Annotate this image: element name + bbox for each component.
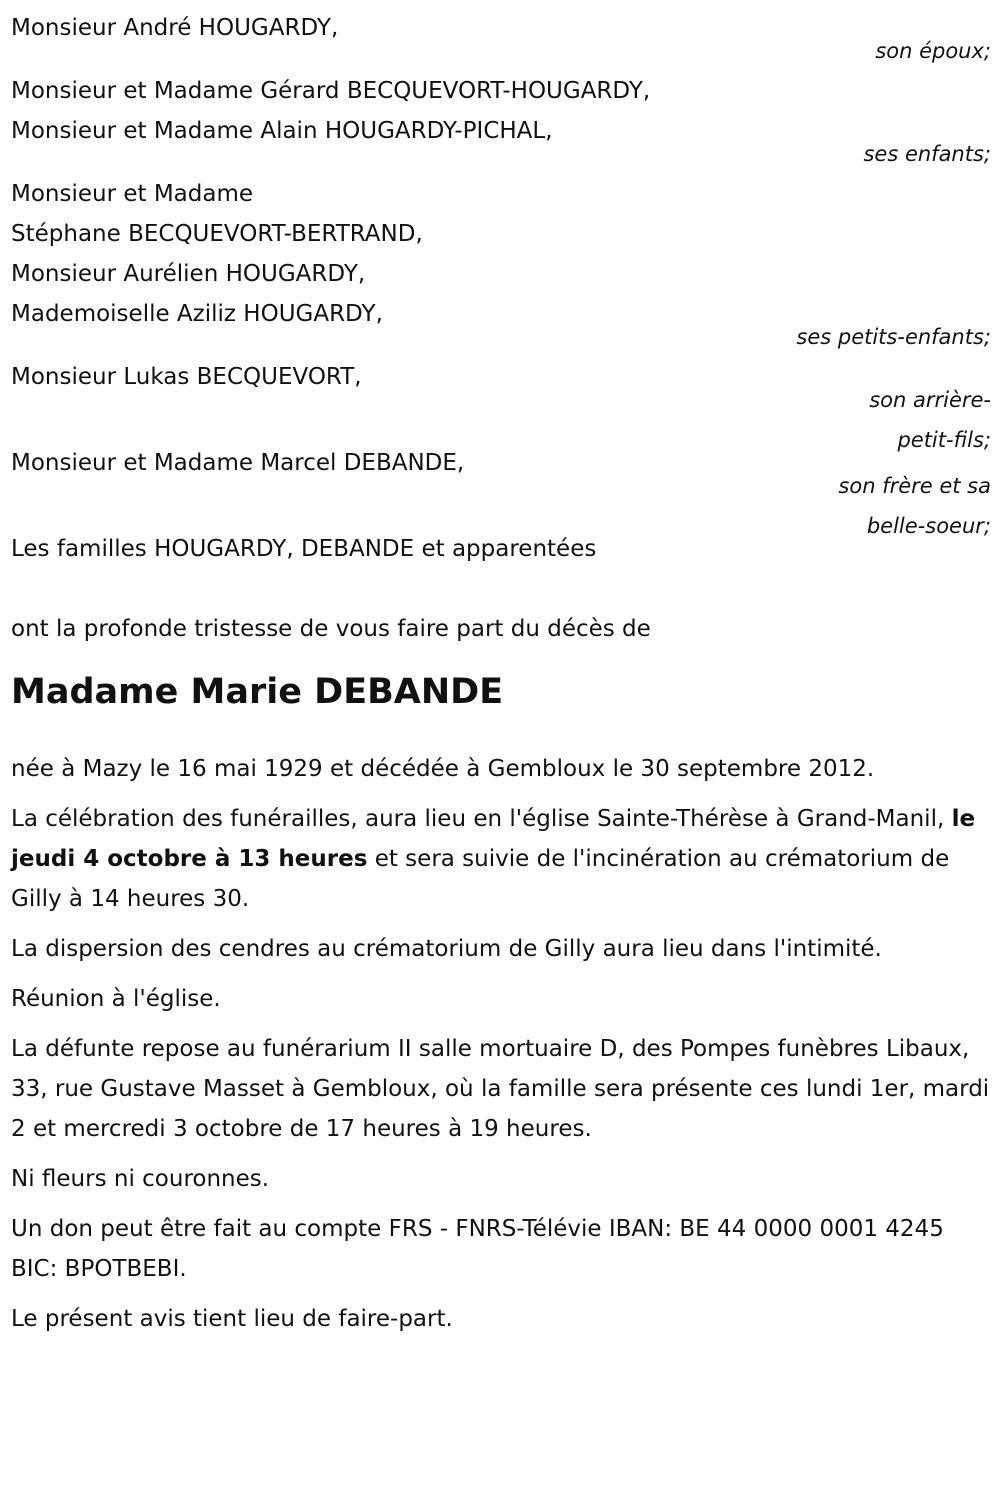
birth-death-paragraph: née à Mazy le 16 mai 1929 et décédée à Gembloux le 30 septembre 2012.	[11, 756, 875, 782]
spouse-name: Monsieur André HOUGARDY,	[11, 15, 339, 41]
funeral-paragraph	[11, 799, 991, 919]
grandchild-name-1a: Monsieur et Madame	[11, 181, 254, 207]
great-grandchild-role-2: petit-fils;	[897, 428, 991, 452]
sibling-name: Monsieur et Madame Marcel DEBANDE,	[11, 450, 465, 476]
announcement-line: ont la profonde tristesse de vous faire part du décès de	[11, 616, 651, 642]
funeral-date-time: le jeudi 4 octobre à 13 heures	[11, 806, 976, 872]
grandchild-name-3: Mademoiselle Aziliz HOUGARDY,	[11, 301, 383, 327]
funeral-text-pre: La célébration des funérailles, aura lieu en l'église Sainte-Thérèse à Grand-Manil,	[11, 806, 952, 832]
deceased-name: Madame Marie DEBANDE	[11, 672, 504, 712]
grandchild-name-2: Monsieur Aurélien HOUGARDY,	[11, 261, 366, 287]
great-grandchild-role-1: son arrière-	[869, 388, 991, 412]
child-name-2: Monsieur et Madame Alain HOUGARDY-PICHAL,	[11, 118, 553, 144]
grandchild-name-1b: Stéphane BECQUEVORT-BERTRAND,	[11, 221, 423, 247]
spouse-role: son époux;	[875, 39, 991, 63]
families-line: Les familles HOUGARDY, DEBANDE et apparentées	[11, 536, 597, 562]
ashes-paragraph: La dispersion des cendres au crématorium de Gilly aura lieu dans l'intimité.	[11, 936, 882, 962]
obituary-notice	[11, 8, 991, 1339]
rest-paragraph: La défunte repose au funérarium II salle mortuaire D, des Pompes funèbres Libaux, 33, rue Gustave Masset à Gembloux, où la famille sera présente ces lundi 1er, mardi 2 et mercredi 3 octobre de 17 heures à 19 heures.	[11, 1036, 990, 1142]
notice-paragraph: Le présent avis tient lieu de faire-part.	[11, 1306, 453, 1332]
child-name-1: Monsieur et Madame Gérard BECQUEVORT-HOUGARDY,	[11, 78, 651, 104]
children-role: ses enfants;	[863, 142, 991, 166]
grandchildren-role: ses petits-enfants;	[796, 325, 991, 349]
sibling-role-2: belle-soeur;	[866, 514, 991, 538]
meeting-paragraph: Réunion à l'église.	[11, 986, 221, 1012]
great-grandchild-name: Monsieur Lukas BECQUEVORT,	[11, 364, 362, 390]
funeral-text-post: et sera suivie de l'incinération au crématorium de Gilly à 14 heures 30.	[11, 846, 950, 912]
donation-paragraph: Un don peut être fait au compte FRS - FNRS-Télévie IBAN: BE 44 0000 0001 4245 BIC: BPOTBEBI.	[11, 1216, 944, 1282]
sibling-role-1: son frère et sa	[838, 474, 991, 498]
flowers-paragraph: Ni fleurs ni couronnes.	[11, 1166, 270, 1192]
